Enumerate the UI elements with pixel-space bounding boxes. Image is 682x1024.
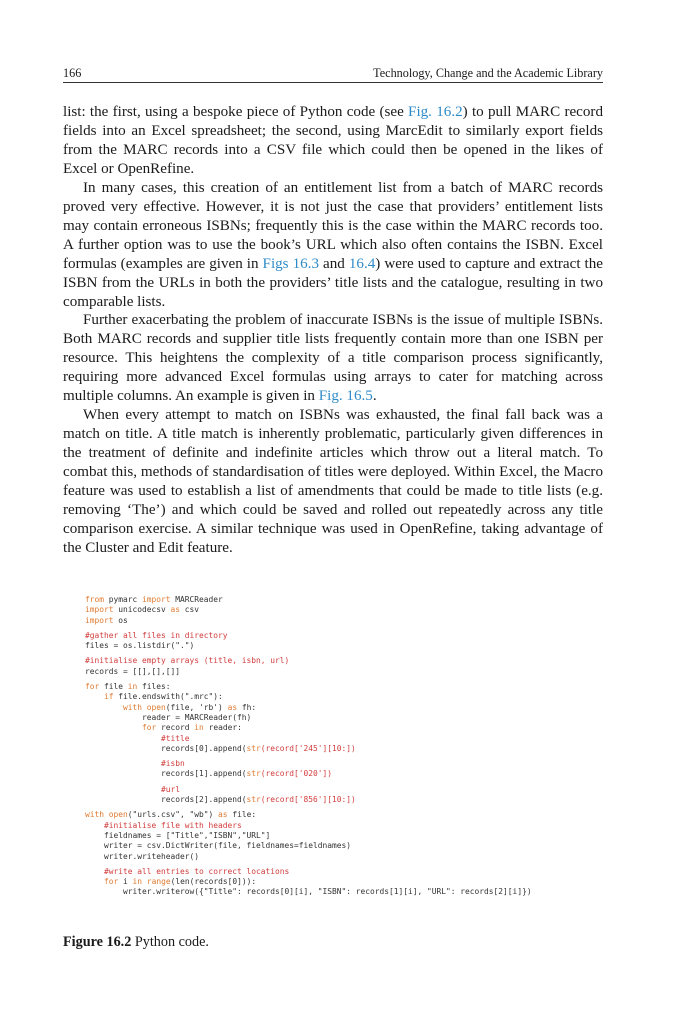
code-token: reader: (203, 723, 242, 733)
code-line (85, 692, 605, 702)
code-token: file (99, 682, 128, 692)
code-line (85, 877, 605, 887)
code-line (85, 795, 605, 805)
text-run: In many cases, this creation of an entitlement list from a batch of MARC records proved very effective. However, it is not just the case that providers’ entitlement lists may contain erroneous ISBNs; frequently this is the case within the MARC records too. A further option was to use the book’s URL which also often contains the ISBN. Excel formulas (examples are given in (63, 179, 603, 272)
code-token: with (85, 810, 105, 820)
figure-link[interactable]: Fig. 16.2 (408, 104, 463, 120)
body-text (63, 103, 603, 558)
code-indent (85, 759, 161, 768)
code-line (85, 831, 605, 841)
code-comment: #write all entries to correct locations (104, 866, 290, 876)
code-token: as (227, 702, 238, 712)
figure-caption-text: Python code. (131, 934, 209, 950)
code-line (85, 667, 605, 677)
code-line (85, 713, 605, 723)
code-indent (85, 744, 161, 753)
code-token: records = [[],[],[]] (85, 666, 181, 676)
code-token: pymarc (104, 595, 143, 604)
page (63, 0, 603, 1024)
code-token: for (142, 723, 157, 733)
code-line (85, 723, 605, 733)
code-line (85, 867, 605, 877)
code-token: from (85, 595, 105, 604)
code-line (85, 703, 605, 713)
paragraph-2 (63, 179, 603, 312)
code-token: import (85, 615, 114, 625)
code-line (85, 616, 605, 626)
code-token: file: (227, 810, 257, 820)
code-line (85, 821, 605, 831)
code-indent (85, 769, 161, 778)
paragraph-3 (63, 311, 603, 406)
code-token: import (85, 605, 114, 615)
code-line (85, 785, 605, 795)
figure-caption (63, 934, 209, 951)
code-token: range (142, 877, 171, 887)
page-number: 166 (63, 66, 82, 80)
code-token: files: (137, 682, 171, 692)
code-token: fh: (237, 702, 257, 712)
code-token: ("urls.csv", "wb") (127, 810, 219, 820)
code-token: if (104, 692, 114, 702)
code-line (85, 682, 605, 692)
code-token: open (142, 702, 166, 712)
code-indent (85, 734, 161, 743)
code-token: writer.writeheader() (104, 851, 200, 861)
code-token: records[1].append( (161, 769, 247, 779)
code-token: for (104, 877, 119, 887)
code-indent (85, 785, 161, 794)
code-indent (85, 795, 161, 804)
text-run: ) to pull MARC record fields into an Excel spreadsheet; the second, using MarcEdit to similarly export fields from the MARC records into a CSV file which could then be opened in the likes of Excel or OpenRefine. (63, 104, 604, 177)
text-run: list: the first, using a bespoke piece of Python code (see (63, 104, 409, 120)
text-run: Further exacerbating the problem of inaccurate ISBNs is the issue of multiple ISBNs. Both MARC records and supplier title lists frequently contain more than one ISBN per resource. This heightens the complexity of a title comparison process significantly, requiring more advanced Excel formulas using arrays to cater for matching across multiple columns. An example is given in (63, 312, 603, 405)
code-token: as (218, 810, 228, 820)
code-token: reader = MARCReader(fh) (142, 712, 252, 722)
code-token: writer = csv.DictWriter(file, fieldnames=fieldnames) (104, 841, 352, 851)
code-indent (85, 877, 104, 886)
code-token: record (156, 723, 195, 733)
code-indent (85, 723, 142, 732)
code-token: as (170, 605, 181, 615)
figure-link[interactable]: 16.4 (348, 255, 376, 272)
code-line (85, 631, 605, 641)
code-token: (record['856'][10:]) (260, 795, 356, 805)
code-token: str (246, 743, 261, 753)
code-line (85, 841, 605, 851)
code-comment: #url (161, 784, 181, 794)
code-token: writer.writerow({"Title": records[0][i], "ISBN": records[1][i], "URL": records[2][i]}) (123, 887, 532, 897)
text-run: and (319, 255, 349, 272)
code-indent (85, 887, 123, 896)
code-token: (len(records[0])): (170, 877, 257, 887)
code-token: in (132, 877, 143, 887)
code-indent (85, 692, 104, 701)
code-indent (85, 713, 142, 722)
code-line (85, 734, 605, 744)
paragraph-4 (63, 406, 603, 558)
code-comment: #isbn (161, 759, 185, 769)
code-comment: #initialise empty arrays (title, isbn, url) (85, 656, 290, 666)
code-token: in (127, 682, 138, 692)
code-line (85, 759, 605, 769)
code-token: with (123, 702, 143, 712)
running-header (63, 64, 603, 83)
figure-label: Figure 16.2 (63, 934, 132, 950)
code-indent (85, 703, 123, 712)
code-indent (85, 831, 104, 840)
code-token: for (85, 682, 100, 692)
code-line (85, 744, 605, 754)
code-token: (record['245'][10:]) (260, 743, 356, 753)
paragraph-1 (63, 103, 603, 179)
code-comment: #initialise file with headers (104, 820, 242, 830)
text-run: ) were used to capture and extract the ISBN from the URLs in both the providers’ title lists and the catalogue, resulting in two comparable lists. (63, 255, 603, 310)
code-line (85, 656, 605, 666)
code-line (85, 641, 605, 651)
running-title: Technology, Change and the Academic Library (373, 66, 603, 80)
code-comment: #gather all files in directory (85, 630, 228, 640)
code-comment: #title (161, 733, 190, 743)
code-token: os (113, 615, 128, 625)
code-indent (85, 867, 104, 876)
code-line (85, 852, 605, 862)
code-token: csv (180, 605, 200, 615)
code-token: str (246, 769, 261, 779)
code-indent (85, 841, 104, 850)
code-line (85, 769, 605, 779)
code-token: open (104, 810, 128, 820)
figure-link[interactable]: Fig. 16.5 (318, 388, 373, 405)
python-code-figure (85, 595, 605, 898)
code-token: fieldnames = ["Title","ISBN","URL"] (104, 830, 271, 840)
code-line (85, 605, 605, 615)
code-token: MARCReader (170, 595, 223, 604)
code-token: records[0].append( (161, 743, 247, 753)
code-line (85, 595, 605, 605)
code-line (85, 810, 605, 820)
code-indent (85, 821, 104, 830)
code-token: files = os.listdir(".") (85, 641, 195, 651)
code-token: records[2].append( (161, 795, 247, 805)
code-token: i (118, 877, 133, 887)
text-run: When every attempt to match on ISBNs was exhausted, the final fall back was a match on title. A title match is inherently problematic, particularly given differences in the treatment of definite and indefinite articles which throw out a literal match. To combat this, methods of standardisation of titles were deployed. Within Excel, the Macro feature was used to establish a list of amendments that could be made to title lists (e.g. removing ‘The’) and which could be saved and rolled out repeatedly across any title comparison exercise. A similar technique was used in OpenRefine, taking advantage of the Cluster and Edit feature. (63, 407, 603, 556)
code-token: in (194, 723, 204, 733)
code-token: import (142, 595, 171, 604)
code-token: unicodecsv (113, 605, 171, 615)
text-run: . (372, 388, 377, 405)
code-line (85, 887, 605, 897)
code-token: file.endswith(".mrc"): (113, 692, 223, 702)
code-indent (85, 852, 104, 861)
code-token: (file, 'rb') (165, 702, 228, 712)
code-token: (record['020']) (260, 769, 333, 779)
code-token: str (246, 795, 261, 805)
figure-link[interactable]: Figs 16.3 (262, 255, 320, 272)
